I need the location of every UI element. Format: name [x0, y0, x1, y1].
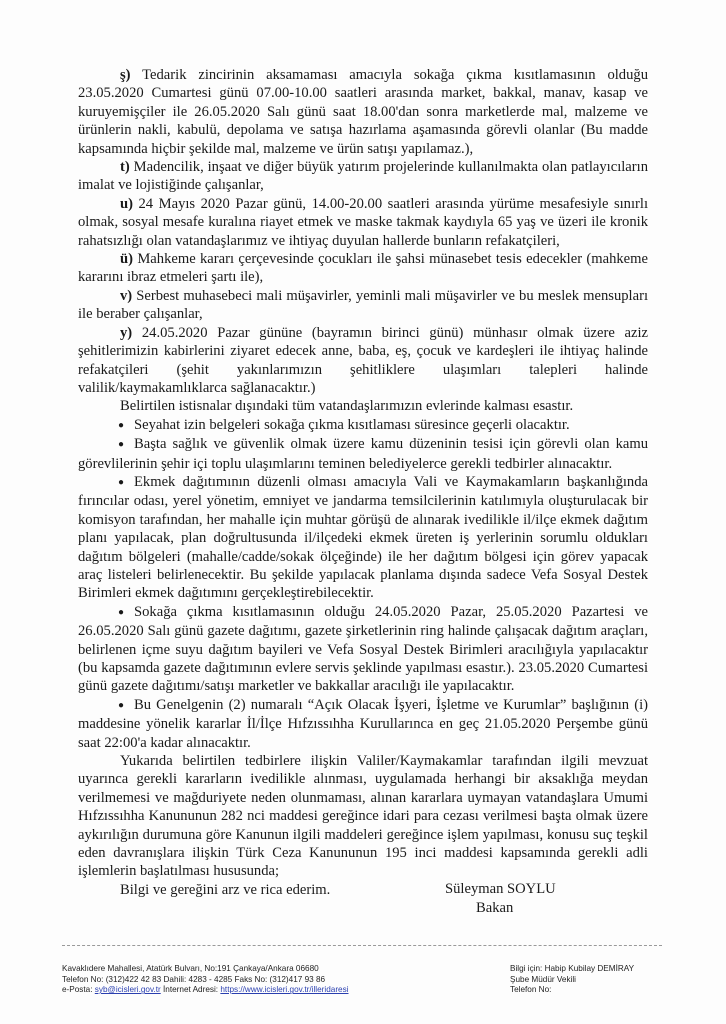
bullet-text: Seyahat izin belgeleri sokağa çıkma kısıtlaması süresince geçerli olacaktır. — [134, 416, 570, 433]
item-text: 24.05.2020 Pazar gününe (bayramın birinci günü) münhasır olmak üzere aziz şehitlerimizin kabirlerini ziyaret edecek anne, baba, eş, çocuk ve kardeşleri ile ihtiyaç halinde refakatçileri (şehit yakınlarımızın şehitliklere ulaşımları talepleri halinde valilik/kaymakamlıklarca sağlanacaktır.) — [78, 324, 648, 396]
email-link[interactable]: syb@icisleri.gov.tr — [94, 985, 161, 995]
footer-contact — [62, 964, 452, 996]
signatory-name: Süleyman SOYLU — [445, 881, 556, 897]
bullet-text: Bu Genelgenin (2) numaralı “Açık Olacak İşyeri, İşletme ve Kurumlar” başlığının (i) maddesine yönelik kararlar İl/İlçe Hıfzıssıhha Kurullarınca en geç 21.05.2020 Perşembe günü saat 22:00'a kadar alınacaktır. — [78, 696, 648, 751]
bullet-icon: ● — [118, 439, 125, 451]
footer-online — [62, 985, 452, 996]
bullet-item — [78, 416, 648, 435]
bullet-text: Ekmek dağıtımının düzenli olması amacıyla Vali ve Kaymakamların başkanlığında fırıncılar odası, yerel yönetim, emniyet ve jandarma temsilcilerinin katılımıyla oluşturulacak bir komisyon tarafından, her mahalle için muhtar görüşü de alınarak ivedilikle il/ilçe ekmek dağıtım planı yapılacak, plan doğrultusunda il/ilçedeki ekmek üreten iş yerlerinin sorumlu oldukları dağıtım bölgeleri (mahalle/cadde/sokak ölçeğinde) ile her dağıtım bölgesi için görev yapacak araç listeleri belirlenecektir. Bu şekilde yapılacak planlama dışında sadece Vefa Sosyal Destek Birimleri ekmek dağıtımını gerçekleştirebilecektir. — [78, 473, 648, 602]
item-text: Madencilik, inşaat ve diğer büyük yatırım projelerinde kullanılmakta olan patlayıcıların imalat ve lojistiğinde çalışanlar, — [78, 159, 648, 194]
bullet-item — [78, 435, 648, 473]
paragraph-closing: Bilgi ve gereğini arz ve rica ederim. — [120, 881, 331, 898]
footer-info — [510, 964, 680, 996]
item-label: ü) — [120, 251, 133, 268]
email-label: e-Posta: — [62, 985, 95, 995]
bullet-text: Başta sağlık ve güvenlik olmak üzere kamu düzeninin tesisi için görevli olan kamu görevlilerinin şehir içi toplu ulaşımlarını teminen belediyelerce gerekli tedbirler alınacaktır. — [78, 436, 648, 472]
bullet-icon: ● — [118, 419, 125, 431]
web-label: İnternet Adresi: — [160, 985, 221, 995]
info-contact-name: Bilgi için: Habip Kubilay DEMİRAY — [510, 964, 635, 973]
item-label: y) — [120, 324, 133, 341]
paragraph-y — [78, 324, 648, 398]
footer-address: Kavaklıdere Mahallesi, Atatürk Bulvarı, No:191 Çankaya/Ankara 06680 — [62, 964, 319, 973]
bullet-icon: ● — [118, 606, 125, 618]
bullet-item — [78, 696, 648, 752]
bullet-item — [78, 603, 648, 696]
bullet-text: Sokağa çıkma kısıtlamasının olduğu 24.05.2020 Pazar, 25.05.2020 Pazartesi ve 26.05.2020 Salı günü gazete dağıtımı, gazete şirketlerinin ring halinde çalışacak dağıtım araçları, belirlenen içme suyu dağıtım bayileri ve Vefa Sosyal Destek Birimleri aracılığıyla yapılacaktır (bu kapsamda gazete dağıtımının evlere servis şeklinde yapılması esastır.). 23.05.2020 Cumartesi günü gazete dağıtımı/satışı marketler ve bakkallar aracılığı ile yapılacaktır. — [78, 603, 648, 695]
web-link[interactable]: https://www.icisleri.gov.tr/illeridaresi — [220, 985, 349, 995]
signatory-title: Bakan — [476, 900, 514, 916]
item-text: 24 Mayıs 2020 Pazar günü, 14.00-20.00 saatleri arasında yürüme mesafesiyle sınırlı olmak, sosyal mesafe kuralına riayet etmek ve maske takmak kaydıyla 65 yaş ve üzeri ile kronik rahatsızlığı olan vatandaşlarımız ve ihtiyaç duyulan hallerde bunların refakatçileri, — [78, 195, 648, 249]
item-text: Serbest muhasebeci mali müşavirler, yeminli mali müşavirler ve bu meslek mensupları ile beraber çalışanlar, — [78, 287, 648, 323]
item-label: v) — [120, 287, 133, 304]
bullet-icon: ● — [118, 476, 125, 488]
item-label: t) — [120, 159, 130, 176]
bullet-icon: ● — [118, 699, 125, 711]
paragraph-v — [78, 287, 648, 324]
paragraph-measures: Yukarıda belirtilen tedbirlere ilişkin Valiler/Kaymakamlar tarafından ilgili mevzuat uyarınca gerekli kararların ivedilikle alınması, uygulamada herhangi bir aksaklığa meydan verilmemesi ve mağduriyete neden olunmaması, alınan kararlara uymayan vatandaşlara Umumi Hıfzıssıhha Kanununun 282 nci maddesi gereğince idari para cezası verilmesi başta olmak üzere aykırılığın durumuna göre Kanunun ilgili maddeleri gereğince işlem yapılması, konusu suç teşkil eden davranışlara ilişkin Türk Ceza Kanununun 195 inci maddesi kapsamında gerekli adli işlemlerin başlatılması hususunda; — [78, 753, 648, 880]
paragraph-s — [78, 66, 648, 158]
item-label: u) — [120, 195, 133, 212]
paragraph-u — [78, 195, 648, 250]
bullet-item — [78, 473, 648, 603]
paragraph-t — [78, 158, 648, 195]
info-contact-title: Şube Müdür Vekili — [510, 974, 576, 984]
letter-body — [78, 66, 648, 899]
paragraph-exception-note: Belirtilen istisnalar dışındaki tüm vatandaşlarımızın evlerinde kalması esastır. — [120, 398, 574, 415]
info-contact-phone: Telefon No: — [510, 985, 552, 995]
paragraph-uu — [78, 250, 648, 287]
item-label: ş) — [120, 67, 131, 83]
item-text: Mahkeme kararı çerçevesinde çocukları ile şahsi münasebet tesis edecekler (mahkeme kararını ibraz etmeleri şartı ile), — [78, 251, 648, 286]
footer-divider — [62, 945, 662, 946]
item-text: Tedarik zincirinin aksamaması amacıyla sokağa çıkma kısıtlamasının olduğu 23.05.2020 Cumartesi günü 07.00-10.00 saatleri arasında market, bakkal, manav, kasap ve kuruyemişçiler ile 26.05.2020 Salı günü saat 18.00'dan sonra marketlerde mal, malzeme ve ürünlerin nakli, kabulü, depolama ve satışa hazırlama aşamasında görevli olanlar (Bu madde kapsamında hiçbir şekilde mal, malzeme ve ürün satışı yapılamaz.), — [78, 67, 648, 157]
footer-phone: Telefon No: (312)422 42 83 Dahili: 4283 - 4285 Faks No: (312)417 93 86 — [62, 974, 326, 984]
